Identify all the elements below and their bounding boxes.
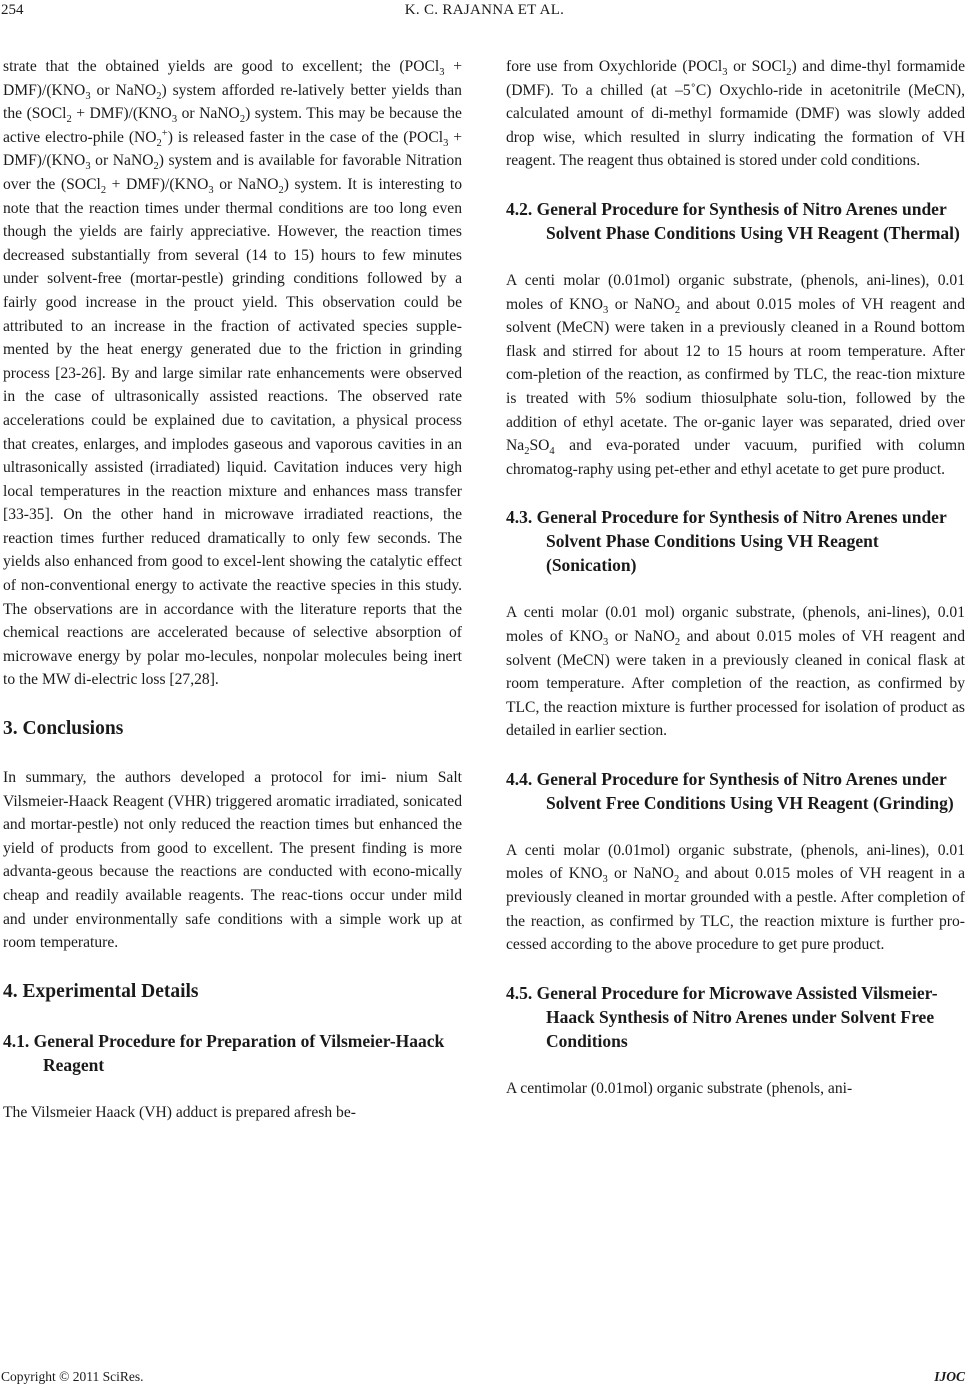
subsection-4-5-paragraph: A centimolar (0.01mol) organic substrate (phenols, ani-: [506, 1079, 853, 1097]
subsection-heading-4-4: 4.4. General Procedure for Synthesis of Nitro Arenes under Solvent Free Conditions Using VH Reagent (Grinding): [506, 768, 954, 813]
running-head: K. C. RAJANNA ET AL.: [404, 2, 565, 18]
subsection-heading-4-2: 4.2. General Procedure for Synthesis of Nitro Arenes under Solvent Phase Conditions Using VH Reagent (Thermal): [506, 198, 960, 243]
page-number: 254: [1, 2, 24, 18]
subsection-4-3-paragraph: A centi molar (0.01 mol) organic substrate, (phenols, ani-lines), 0.01 moles of $KNO_3$ or NaNO$_2$ and about 0.015 moles of VH reagent and solvent (MeCN) were taken in a previously cleaned in conical flask at room temperature. After completion of the reaction, as confirmed by TLC, the reaction mixture is further processed for isolation of product as detailed in earlier section.: [506, 604, 965, 740]
section-heading-conclusions: 3. Conclusions: [3, 718, 124, 740]
subsection-4-1-continued-paragraph: fore use from Oxychloride (POCl$_3$ or SOCl$_2$) and dime-thyl formamide (DMF). To a chilled (at –5˚C) Oxychlo-ride in acetonitrile (MeCN), calculated amount of di-methyl formamide (DMF) was slowly added drop wise, which resulted in slurry indicating the formation of VH reagent. The reagent thus obtained is stored under cold conditions.: [506, 58, 965, 170]
subsection-4-1-paragraph: The Vilsmeier Haack (VH) adduct is prepared afresh be-: [3, 1103, 356, 1121]
subsection-heading-4-3: 4.3. General Procedure for Synthesis of Nitro Arenes under Solvent Phase Conditions Using VH Reagent (Sonication): [506, 507, 947, 576]
discussion-paragraph: strate that the obtained yields are good to excellent; the (POCl$_3$ + $DMF)/(KNO_3$ or NaNO$_2$) system afforded re-latively better yields than the (SOCl$_2$ + $DMF)/(KNO_3$ or NaNO$_2$) system. This may be because the active electro-phile $(NO_2^+)$ is released faster in the case of the (POCl$_3$ + $DMF)/(KNO_3$ or NaNO$_2$) system and is available for favorable Nitration over the (SOCl$_2$ + $DMF)/(KNO_3$ or NaNO$_2$) system. It is interesting to note that the reaction times under thermal conditions are too long even though the yields are fairly appreciative. However, the reaction times decreased substantially from several (14 to 15) hours to few minutes under solvent-free (mortar-pestle) grinding conditions followed by a fairly good increase in the prouct yield. This observation could be attributed to an increase in the fraction of activated species supple-mented by the heat energy generated due to the friction in grinding process [23-26]. By and large similar rate enhancements were observed in the case of ultrasonically assisted reactions. The observed rate accelerations could be explained due to cavitation, a physical process that creates, enlarges, and implodes gaseous and vaporous cavities in an ultrasonically assisted (irradiated) liquid. Cavitation induces very high local temperatures in the reaction mixture and enhances mass transfer [33-35]. On the other hand in microwave irradiated reactions, the reaction times further reduced dramatically to only few seconds. The yields also enhanced from good to excel-lent showing the catalytic effect of non-conventional energy to activate the reactive species in this study. The observations are in accordance with the literature reports that the chemical reactions are accelerated because of selective absorption of microwave energy by polar mo-lecules, nonpolar molecules being inert to the MW di-electric loss [27,28].: [3, 58, 463, 689]
subsection-4-2-paragraph: A centi molar (0.01mol) organic substrate, (phenols, ani-lines), 0.01 moles of $KNO_3$ or NaNO$_2$ and about 0.015 moles of VH reagent and solvent (MeCN) were taken in a previously cleaned in a Round bottom flask and stirred for about 12 to 15 hours at room temperature. After com-pletion of the reaction, as confirmed by TLC, the reac-tion mixture is treated with 5% sodium thiosulphate solu-tion, followed by the addition of ethyl acetate. The or-ganic layer was separated, dried over $Na_2SO_4$ and eva-porated under vacuum, purified with column chromatog-raphy using pet-ether and ethyl acetate to get pure product.: [506, 271, 965, 478]
subsection-heading-4-5: 4.5. General Procedure for Microwave Assisted Vilsmeier-Haack Synthesis of Nitro Arenes under Solvent Free Conditions: [506, 982, 938, 1051]
journal-abbreviation: IJOC: [934, 1369, 965, 1384]
section-heading-experimental: 4. Experimental Details: [3, 980, 199, 1002]
conclusions-paragraph: In summary, the authors developed a protocol for imi- nium Salt Vilsmeier-Haack Reagent (VHR) triggered aromatic irradiated, sonicated and mortar-pestle) not only reduced the reaction times but enhanced the yield of products from good to excellent. The present finding is more advanta-geous because the reactions are conducted with econo-mically cheap and readily available reagents. The reac-tions occur under mild and under environmentally safe conditions with a simple work up at room temperature.: [3, 769, 462, 952]
right-column: [506, 55, 965, 1100]
left-column: [3, 55, 462, 1124]
subsection-4-4-paragraph: A centi molar (0.01mol) organic substrate, (phenols, ani-lines), 0.01 moles of $KNO_3$ or NaNO$_2$ and about 0.015 moles of VH reagent in a previously cleaned in mortar grounded with a pestle. After completion of the reaction, as confirmed by TLC, the reaction mixture is further pro-cessed according to the above procedure to get pure product.: [506, 841, 965, 954]
copyright-notice: Copyright © 2011 SciRes.: [1, 1369, 144, 1384]
page-header: [0, 2, 969, 26]
subsection-heading-4-1: 4.1. General Procedure for Preparation of Vilsmeier-Haack Reagent: [3, 1030, 445, 1075]
